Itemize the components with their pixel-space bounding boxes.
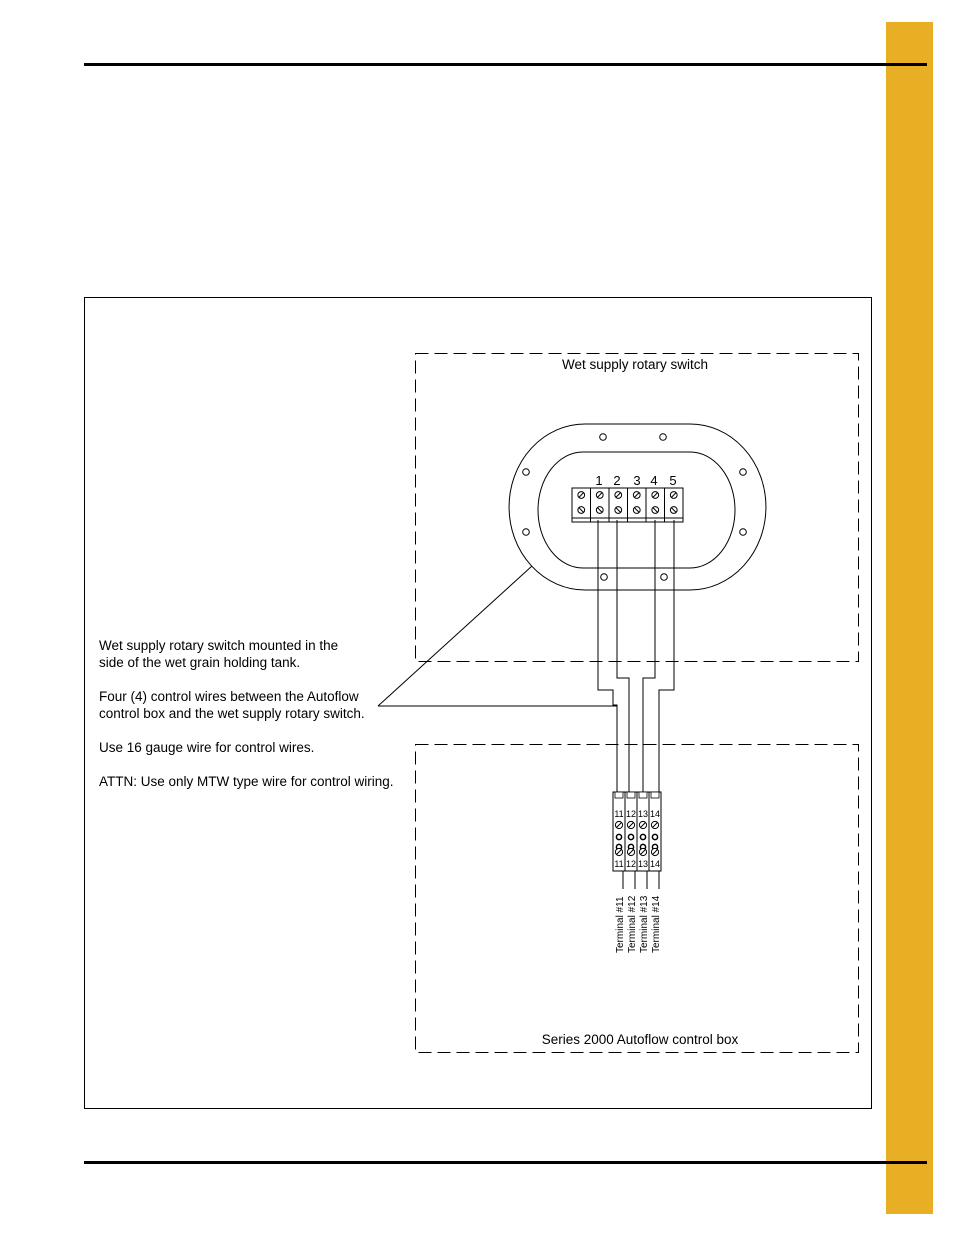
control-terminal-eyelet (628, 834, 633, 839)
wire-4 (643, 520, 655, 792)
switch-box-label: Wet supply rotary switch (561, 357, 709, 372)
bolt-hole (661, 574, 668, 581)
terminal-label: Terminal #11 (615, 896, 626, 953)
switch-terminal-number: 5 (669, 473, 677, 488)
cable-left-outline (598, 520, 617, 792)
leader-to-switch (378, 566, 532, 706)
control-terminal-number: 14 (649, 809, 661, 819)
control-terminal-clip (639, 792, 647, 798)
control-terminal-clip (615, 792, 623, 798)
note-control-wires: Four (4) control wires between the Autoflow control box and the wet supply rotary switch. (99, 689, 365, 721)
control-terminal-number: 12 (625, 809, 637, 819)
terminal-label: Terminal #12 (627, 895, 638, 953)
control-terminal-number: 13 (637, 859, 649, 869)
control-terminal-eyelet (616, 834, 621, 839)
control-terminal-number: 13 (637, 809, 649, 819)
note-wire-gauge: Use 16 gauge wire for control wires. (99, 740, 315, 755)
wire-2 (617, 520, 629, 792)
control-terminal-clip (651, 792, 659, 798)
control-terminal-number: 12 (625, 859, 637, 869)
control-terminal-number: 11 (614, 859, 624, 869)
terminal-label: Terminal #14 (651, 895, 662, 953)
control-terminal-eyelet (640, 834, 645, 839)
terminal-leads (623, 871, 659, 889)
control-terminal-eyelet (652, 834, 657, 839)
terminal-labels (615, 895, 662, 953)
bolt-hole (660, 434, 667, 441)
note-wire-type: ATTN: Use only MTW type wire for control wiring. (99, 774, 394, 789)
terminal-label: Terminal #13 (639, 895, 650, 953)
control-box-label: Series 2000 Autoflow control box (541, 1032, 739, 1047)
control-terminal-number: 11 (614, 809, 624, 819)
bolt-hole (600, 434, 607, 441)
bolt-hole (740, 529, 747, 536)
control-terminal-bottom-numbers (614, 859, 660, 869)
switch-terminal-block (572, 488, 683, 522)
control-terminal-top-numbers (614, 809, 660, 819)
switch-terminal-number: 1 (595, 473, 603, 488)
switch-terminal-number: 4 (650, 473, 658, 488)
bolt-hole (601, 574, 608, 581)
bolt-hole (740, 469, 747, 476)
control-terminal-number: 14 (649, 859, 661, 869)
cable-right-outline (659, 520, 674, 792)
leader-lines (378, 566, 617, 706)
switch-terminal-number: 3 (633, 473, 641, 488)
bolt-hole (523, 529, 530, 536)
control-wires (598, 520, 674, 792)
switch-terminal-number: 2 (613, 473, 621, 488)
switch-terminal-numbers (595, 473, 676, 488)
note-mounting: Wet supply rotary switch mounted in the side of the wet grain holding tank. (99, 638, 339, 670)
control-terminal-clip (627, 792, 635, 798)
bolt-hole (523, 469, 530, 476)
